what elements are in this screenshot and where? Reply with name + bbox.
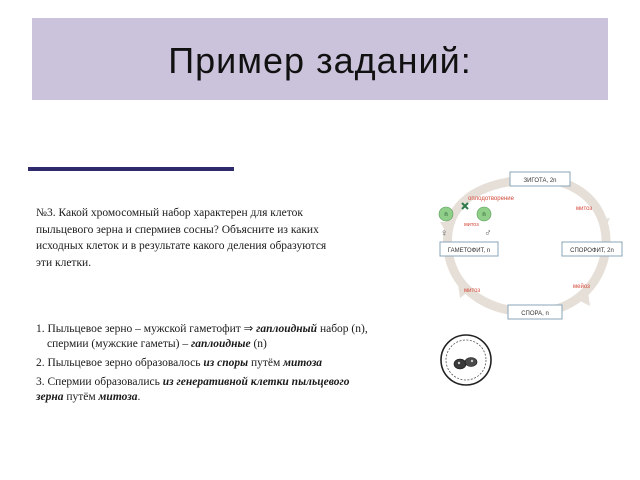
female-symbol-icon: ♀ xyxy=(440,228,448,239)
answer-emphasis: гаплоидные xyxy=(190,338,251,350)
answer-emphasis: митоза xyxy=(283,357,323,369)
answer-text: путём xyxy=(248,357,284,369)
mitosis-small-label: митоз xyxy=(464,222,479,228)
cell-speck xyxy=(471,360,473,362)
title-band xyxy=(32,18,608,100)
vegetative-nucleus xyxy=(465,358,477,367)
answer-text: набор (n), xyxy=(317,323,368,335)
zygote-label: ЗИГОТА, 2n xyxy=(523,178,557,184)
answer-emphasis: из генеративной клетки пыльцевого xyxy=(162,376,350,388)
life-cycle-diagram xyxy=(428,160,633,330)
answer-text: 1. Пыльцевое зерно – мужской гаметофит xyxy=(36,323,244,335)
question-text xyxy=(36,205,366,271)
sporophyte-label: СПОРОФИТ, 2n xyxy=(570,248,614,254)
pollen-grain-svg xyxy=(438,332,494,388)
accent-bar xyxy=(28,167,234,171)
answer-text: 3. Спермии образовались xyxy=(36,376,163,388)
slide-title: Пример заданий: xyxy=(168,40,472,81)
question-line: пыльцевого зерна и спермиев сосны? Объясните из каких xyxy=(36,223,319,236)
pollen-grain-illustration xyxy=(438,332,494,388)
life-cycle-svg xyxy=(428,160,633,330)
answer-2 xyxy=(36,356,401,371)
cell-speck xyxy=(458,362,460,364)
answer-1-line-2 xyxy=(36,338,267,350)
answer-text: 2. Пыльцевое зерно образовалось xyxy=(36,357,204,369)
spore-label: СПОРА, n xyxy=(521,311,549,317)
generative-cell xyxy=(454,359,466,369)
answer-emphasis: гаплоидный xyxy=(253,323,318,335)
answer-text: (n) xyxy=(250,338,267,350)
answer-emphasis: из споры xyxy=(203,357,249,369)
answer-text: спермии (мужские гаметы) – xyxy=(47,338,191,350)
female-gamete-n: n xyxy=(444,212,448,218)
answers-block xyxy=(36,322,401,409)
mitosis-top-label: митоз xyxy=(576,206,593,212)
answer-1 xyxy=(36,322,401,352)
answer-text: . xyxy=(137,391,141,403)
answer-emphasis: митоза xyxy=(98,391,138,403)
gametophyte-label: ГАМЕТОФИТ, n xyxy=(447,248,491,254)
meiosis-label: мейоз xyxy=(573,284,590,290)
answer-3 xyxy=(36,375,401,405)
fertilization-label: оплодотворение xyxy=(468,196,514,202)
answer-text: путём xyxy=(63,391,99,403)
question-line: эти клетки. xyxy=(36,256,92,269)
mitosis-left-label: митоз xyxy=(464,288,481,294)
male-symbol-icon: ♂ xyxy=(484,228,492,239)
answer-emphasis: зерна xyxy=(36,391,64,403)
question-line: №3. Какой хромосомный набор характерен для клеток xyxy=(36,207,303,219)
male-gamete-n: n xyxy=(482,212,486,218)
question-line: исходных клеток и в результате какого деления образуются xyxy=(36,240,327,252)
implies-symbol: ⇒ xyxy=(243,323,254,335)
